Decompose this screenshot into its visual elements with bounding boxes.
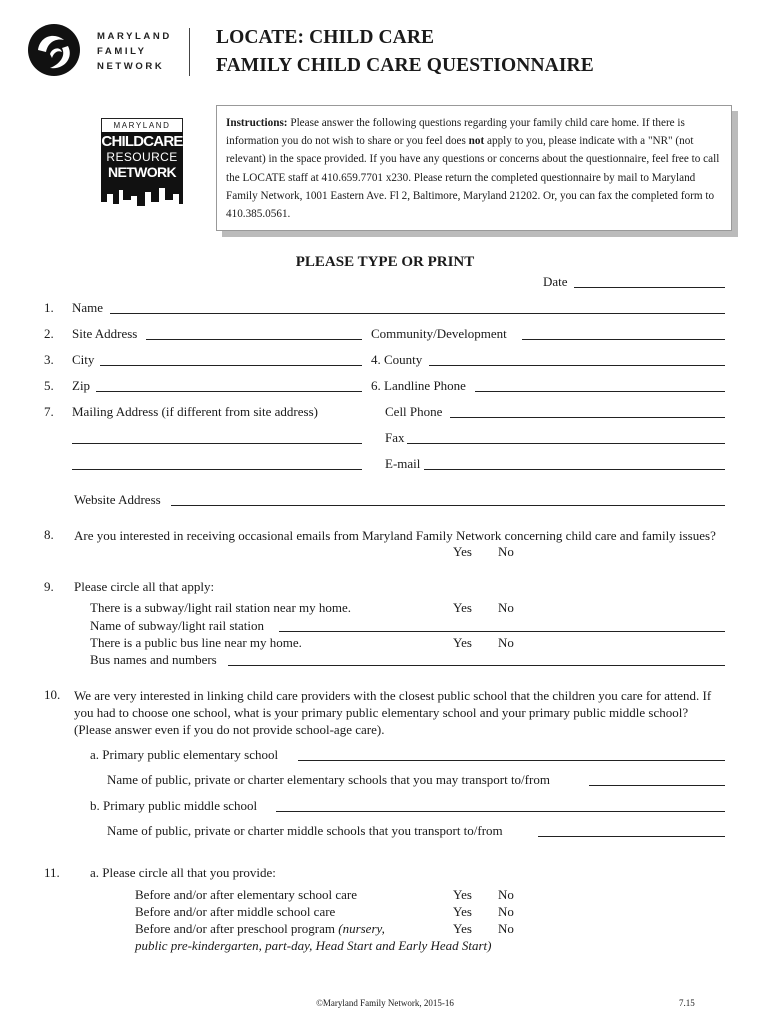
date-field[interactable] <box>574 287 725 288</box>
community-label: Community/Development <box>371 326 507 341</box>
landline-label: 6. Landline Phone <box>371 378 466 393</box>
cc-logo-line3: RESOURCE <box>106 150 178 164</box>
q10-number: 10. <box>44 687 61 702</box>
name-field[interactable] <box>110 313 725 314</box>
county-field[interactable] <box>429 365 725 366</box>
q11-middle-no[interactable]: No <box>498 904 514 919</box>
q11-preschool-yes[interactable]: Yes <box>453 921 472 936</box>
maryland-family-network-logo-icon <box>28 24 80 76</box>
bus-statement: There is a public bus line near my home. <box>90 635 302 650</box>
middle-transport-field[interactable] <box>538 836 725 837</box>
q11-middle-yes[interactable]: Yes <box>453 904 472 919</box>
q11-option-elementary: Before and/or after elementary school care <box>135 887 357 902</box>
website-field[interactable] <box>171 505 725 506</box>
date-label: Date <box>543 274 568 289</box>
instructions-box <box>216 105 732 231</box>
zip-field[interactable] <box>96 391 362 392</box>
cc-logo-line4: NETWORK <box>107 164 177 180</box>
landline-field[interactable] <box>475 391 725 392</box>
site-address-field[interactable] <box>146 339 362 340</box>
elementary-transport-field[interactable] <box>589 785 725 786</box>
q9-number: 9. <box>44 579 54 594</box>
elementary-school-field[interactable] <box>298 760 725 761</box>
bus-names-field[interactable] <box>228 665 725 666</box>
fax-label: Fax <box>385 430 405 445</box>
q5-number: 5. <box>44 378 54 393</box>
q11-preschool-no[interactable]: No <box>498 921 514 936</box>
name-label: Name <box>72 300 104 315</box>
q11-option-preschool-text: Before and/or after preschool program <box>135 921 339 936</box>
q11-elementary-no[interactable]: No <box>498 887 514 902</box>
q11-option-preschool-detail: public pre-kindergarten, part-day, Head Start and Early Head Start) <box>135 938 492 953</box>
org-name-line3: NETWORK <box>97 61 165 72</box>
email-label: E-mail <box>385 456 421 471</box>
q8-no-option[interactable]: No <box>498 544 514 559</box>
zip-label: Zip <box>72 378 91 393</box>
subway-name-label: Name of subway/light rail station <box>90 618 265 633</box>
q11-number: 11. <box>44 865 60 880</box>
instructions-text <box>226 114 720 223</box>
subway-yes-option[interactable]: Yes <box>453 600 472 615</box>
instructions-body-1: Please answer the following questions regarding your family child care home. If there is information you do not wish to share or you feel does <box>226 117 685 148</box>
q10a-label: a. Primary public elementary school <box>90 747 279 762</box>
q10a2-label: Name of public, private or charter elementary schools that you may transport to/from <box>107 772 550 787</box>
bus-names-label: Bus names and numbers <box>90 652 217 667</box>
q11-elementary-yes[interactable]: Yes <box>453 887 472 902</box>
q3-number: 3. <box>44 352 54 367</box>
mailing-address-field-2[interactable] <box>72 469 362 470</box>
q10b2-label: Name of public, private or charter middle schools that you transport to/from <box>107 823 503 838</box>
q10b-label: b. Primary public middle school <box>90 798 258 813</box>
header-divider <box>189 28 190 76</box>
middle-school-field[interactable] <box>276 811 725 812</box>
q2-number: 2. <box>44 326 54 341</box>
instructions-body-2: apply to you, please indicate with a "NR" (not relevant) in the space provided. If you have any questions or concerns about the questionnaire, feel free to call the LOCATE staff at 410.659.7701 x230. Please return the completed questionnaire by mail to Maryland Family Network, 1001 Eastern Ave. Fl 2, Baltimore, Maryland 21202. Or, you can fax the completed form to 410.385.0561. <box>226 135 720 221</box>
community-field[interactable] <box>522 339 725 340</box>
q9-text: Please circle all that apply: <box>74 579 215 594</box>
cell-phone-label: Cell Phone <box>385 404 443 419</box>
county-label: 4. County <box>371 352 423 367</box>
q8-yes-option[interactable]: Yes <box>453 544 472 559</box>
childcare-resource-network-logo <box>101 118 183 218</box>
print-heading: PLEASE TYPE OR PRINT <box>295 254 475 270</box>
q11-option-preschool-italic: (nursery, <box>338 921 385 936</box>
mailing-address-field-1[interactable] <box>72 443 362 444</box>
bus-no-option[interactable]: No <box>498 635 514 650</box>
subway-no-option[interactable]: No <box>498 600 514 615</box>
site-address-label: Site Address <box>72 326 138 341</box>
q8-number: 8. <box>44 527 54 542</box>
q7-number: 7. <box>44 404 54 419</box>
q11-option-preschool <box>135 921 385 937</box>
cc-logo-line2: CHILDCARE <box>101 133 183 150</box>
fax-field[interactable] <box>407 443 725 444</box>
website-label: Website Address <box>74 492 161 507</box>
org-name-line2: FAMILY <box>97 46 147 57</box>
city-skyline-icon <box>101 182 183 218</box>
footer-copyright: ©Maryland Family Network, 2015-16 <box>316 998 454 1008</box>
org-name-line1: MARYLAND <box>97 31 172 42</box>
page-subtitle: FAMILY CHILD CARE QUESTIONNAIRE <box>216 55 594 76</box>
mailing-address-label: Mailing Address (if different from site address) <box>72 404 318 419</box>
city-label: City <box>72 352 95 367</box>
cc-logo-line1: MARYLAND <box>101 118 183 133</box>
city-field[interactable] <box>100 365 362 366</box>
instructions-bold-word: not <box>468 135 485 148</box>
q1-number: 1. <box>44 300 54 315</box>
q11-option-middle: Before and/or after middle school care <box>135 904 336 919</box>
q11a-label: a. Please circle all that you provide: <box>90 865 276 880</box>
email-field[interactable] <box>424 469 725 470</box>
q10-text: We are very interested in linking child care providers with the closest public school that the children you care for attend. If you had to choose one school, what is your primary public elementary school and your primary public middle school? (Please answer even if you do not provide school-age care). <box>74 688 712 737</box>
footer-version: 7.15 <box>679 998 695 1008</box>
page-title: LOCATE: CHILD CARE <box>216 27 435 48</box>
instructions-label: Instructions: <box>226 117 288 129</box>
subway-name-field[interactable] <box>279 631 725 632</box>
subway-statement: There is a subway/light rail station near my home. <box>90 600 352 615</box>
cell-phone-field[interactable] <box>450 417 725 418</box>
q8-text: Are you interested in receiving occasional emails from Maryland Family Network concerning child care and family issues? <box>74 528 716 543</box>
bus-yes-option[interactable]: Yes <box>453 635 472 650</box>
